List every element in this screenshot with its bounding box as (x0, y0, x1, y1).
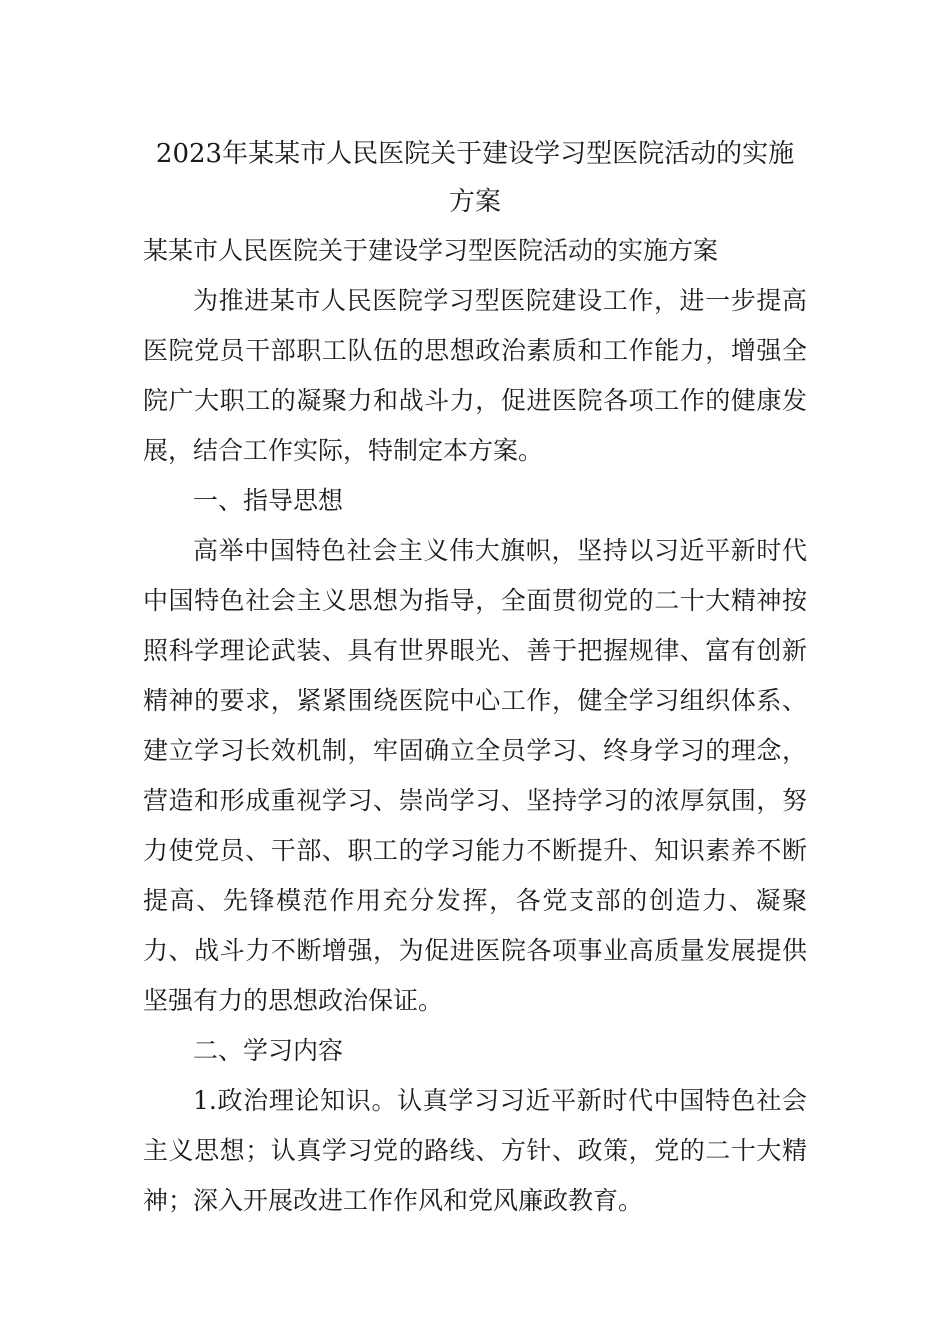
document-title: 2023年某某市人民医院关于建设学习型医院活动的实施方案 (155, 139, 795, 217)
intro-paragraph: 为推进某市人民医院学习型医院建设工作，进一步提高医院党员干部职工队伍的思想政治素质和工作能力，增强全院广大职工的凝聚力和战斗力，促进医院各项工作的健康发展，结合工作实际，特制定本方案。 (143, 286, 807, 465)
guiding-ideology-paragraph: 高举中国特色社会主义伟大旗帜，坚持以习近平新时代中国特色社会主义思想为指导，全面贯彻党的二十大精神按照科学理论武装、具有世界眼光、善于把握规律、富有创新精神的要求，紧紧围绕医院中心工作，健全学习组织体系、建立学习长效机制，牢固确立全员学习、终身学习的理念，营造和形成重视学习、崇尚学习、坚持学习的浓厚氛围，努力使党员、干部、职工的学习能力不断提升、知识素养不断提高、先锋模范作用充分发挥，各党支部的创造力、凝聚力、战斗力不断增强，为促进医院各项事业高质量发展提供坚强有力的思想政治保证。 (143, 536, 807, 1015)
section-heading-study-content: 二、学习内容 (193, 1036, 344, 1065)
study-content-item-1: 1.政治理论知识。认真学习习近平新时代中国特色社会主义思想；认真学习党的路线、方针、政策，党的二十大精神；深入开展改进工作作风和党风廉政教育。 (143, 1086, 807, 1215)
section-heading-guiding-ideology: 一、指导思想 (193, 486, 344, 515)
document-subtitle: 某某市人民医院关于建设学习型医院活动的实施方案 (143, 236, 719, 265)
